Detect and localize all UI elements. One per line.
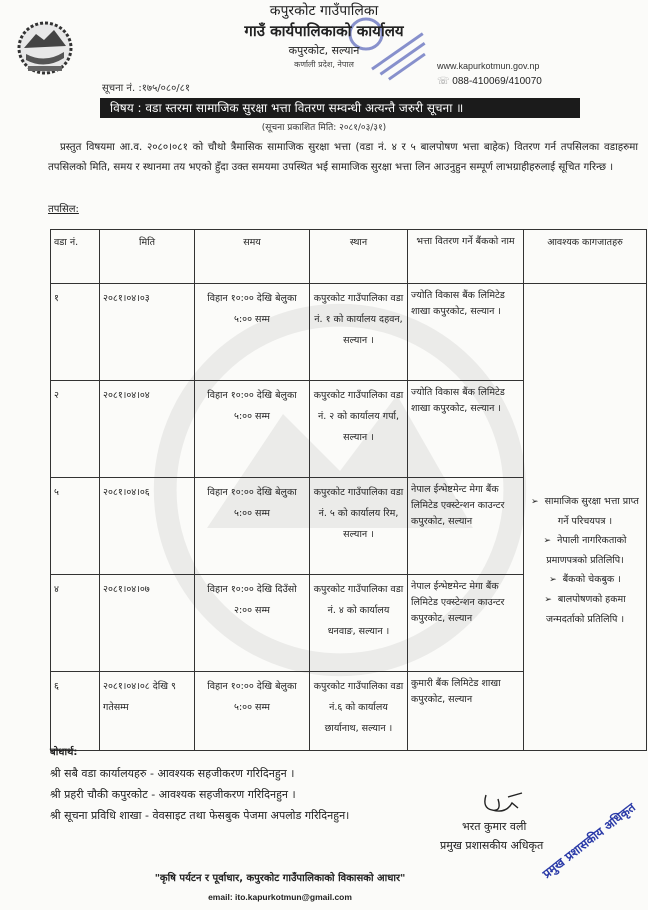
phone-icon: ☏: [437, 76, 453, 87]
place-cell: कपुरकोट गाउँपालिका वडा नं. ४ को कार्यालय धनवाङ, सल्यान ।: [310, 575, 408, 672]
time-cell: विहान १०:०० देखि दिउँसो २:०० सम्म: [195, 575, 310, 672]
website-link[interactable]: www.kapurkotmun.gov.np: [437, 61, 540, 71]
cc-line: श्री सबै वडा कार्यालयहरु - आवश्यक सहजीकरण गरिदिनहुन ।: [50, 767, 295, 780]
signatory-name: भरत कुमार वली: [462, 820, 527, 833]
place-cell: कपुरकोट गाउँपालिका वडा नं. २ को कार्यालय गर्पा, सल्यान ।: [310, 381, 408, 478]
required-documents-cell: [524, 284, 647, 751]
footer-motto: "कृषि पर्यटन र पूर्वाधार, कपुरकोट गाउँपालिकाको विकासको आधार": [154, 873, 406, 884]
time-cell: विहान १०:०० देखि बेलुका ५:०० सम्म: [195, 672, 310, 751]
province-country: कर्णाली प्रदेश, नेपाल: [294, 60, 354, 69]
place-cell: कपुरकोट गाउँपालिका वडा नं. १ को कार्यालय दहवन, सल्यान ।: [310, 284, 408, 381]
time-cell: विहान १०:०० देखि बेलुका ५:०० सम्म: [195, 284, 310, 381]
handwritten-signature: [478, 790, 528, 818]
bank-cell: नेपाल ईन्भेष्टमेन्ट मेगा बैंक लिमिटेड एक्स्टेन्शन काउन्टर कपुरकोट, सल्यान: [408, 575, 524, 672]
ward-cell: २: [51, 381, 100, 478]
header-bank: भत्ता वितरण गर्ने बैंकको नाम: [408, 230, 524, 284]
arrow-bullet-icon: ➢: [549, 574, 557, 585]
officer-rubber-stamp: प्रमुख प्रशासकीय अधिकृत: [540, 800, 638, 882]
bank-cell: कुमारी बैंक लिमिटेड शाखा कपुरकोट, सल्यान: [408, 672, 524, 751]
phone-text: 088-410069/410070: [452, 76, 542, 87]
arrow-bullet-icon: ➢: [543, 535, 552, 546]
ward-cell: १: [51, 284, 100, 381]
notice-body: प्रस्तुत विषयमा आ.व. २०८०।०८१ को चौथो त्रैमासिक सामाजिक सुरक्षा भत्ता (वडा नं. ४ र ५ बालपोषण भत्ता बाहेक) वितरण गर्न तपसिलका वडाहरुमा तपसिलको मिति, समय र स्थानमा तय भएको हुँदा उक्त समयमा उपस्थित भई सामाजिक सुरक्षा भत्ता लिन आउनुहुन सम्पूर्ण लाभग्राहीहरुलाई सूचित गरिन्छ ।: [48, 142, 638, 173]
signatory-title: प्रमुख प्रशासकीय अधिकृत: [440, 839, 544, 852]
header-place: स्थान: [310, 230, 408, 284]
government-emblem-logo: [14, 18, 76, 76]
bank-cell: नेपाल ईन्भेष्टमेन्ट मेगा बैंक लिमिटेड एक्स्टेन्शन काउन्टर कपुरकोट, सल्यान: [408, 478, 524, 575]
subject-heading: विषय : वडा स्तरमा सामाजिक सुरक्षा भत्ता वितरण सम्वन्धी अत्यन्तै जरुरी सूचना ॥: [100, 98, 580, 118]
ward-cell: ४: [51, 575, 100, 672]
document-item: ➢ बैंकको चेकबुक ।: [549, 573, 621, 585]
table-row: [51, 284, 647, 381]
document-item: ➢ बालपोषणको हकमा जन्मदर्ताको प्रतिलिपि ।: [544, 593, 626, 625]
header-ward: वडा नं.: [51, 230, 100, 284]
document-item: ➢ नेपाली नागरिकताको प्रमाणपत्रको प्रतिलिपि।: [543, 534, 627, 566]
cc-title: बोधार्थ:: [50, 747, 78, 758]
ward-cell: ५: [51, 478, 100, 575]
bank-cell: ज्योति विकास बैंक लिमिटेड शाखा कपुरकोट, सल्यान ।: [408, 284, 524, 381]
office-location: कपुरकोट, सल्यान: [288, 44, 360, 57]
date-cell: २०८१।०४।०६: [100, 478, 195, 575]
time-cell: विहान १०:०० देखि बेलुका ५:०० सम्म: [195, 381, 310, 478]
time-cell: विहान १०:०० देखि बेलुका ५:०० सम्म: [195, 478, 310, 575]
distribution-schedule-table: [50, 229, 647, 751]
ward-cell: ६: [51, 672, 100, 751]
arrow-bullet-icon: ➢: [544, 594, 552, 605]
cc-line: श्री प्रहरी चौकी कपुरकोट - आवश्यक सहजीकरण गरिदिनहुन ।: [50, 788, 296, 801]
header-date: मिति: [100, 230, 195, 284]
notice-number: सूचना नं. :१७५/०८०/८१: [102, 83, 191, 94]
date-cell: २०८१।०४।०४: [100, 381, 195, 478]
header-time: समय: [195, 230, 310, 284]
published-date: (सूचना प्रकाशित मिति: २०८१/०३/३१): [261, 123, 387, 133]
document-item: ➢ सामाजिक सुरक्षा भत्ता प्राप्त गर्ने परिचयपत्र ।: [531, 495, 639, 527]
date-cell: २०८१।०४।०८ देखि ९ गतेसम्म: [100, 672, 195, 751]
office-name: गाउँ कार्यपालिकाको कार्यालय: [244, 22, 404, 40]
date-cell: २०८१।०४।०७: [100, 575, 195, 672]
municipality-name: कपुरकोट गाउँपालिका: [269, 3, 379, 19]
footer-email[interactable]: email: ito.kapurkotmun@gmail.com: [208, 892, 352, 902]
bank-cell: ज्योति विकास बैंक लिमिटेड शाखा कपुरकोट, सल्यान ।: [408, 381, 524, 478]
place-cell: कपुरकोट गाउँपालिका वडा नं.६ को कार्यालय छार्यानाथ, सल्यान ।: [310, 672, 408, 751]
arrow-bullet-icon: ➢: [531, 496, 539, 507]
place-cell: कपुरकोट गाउँपालिका वडा नं. ५ को कार्यालय रिम, सल्यान ।: [310, 478, 408, 575]
phone-number: [437, 75, 542, 88]
table-header-row: [51, 230, 647, 284]
date-cell: २०८१।०४।०३: [100, 284, 195, 381]
header-documents: आवश्यक कागजातहरु: [524, 230, 647, 284]
cc-line: श्री सूचना प्रविधि शाखा - वेवसाइट तथा फेसबुक पेजमा अपलोड गरिदिनहुन।: [50, 809, 350, 822]
details-label: तपसिल:: [48, 204, 79, 215]
